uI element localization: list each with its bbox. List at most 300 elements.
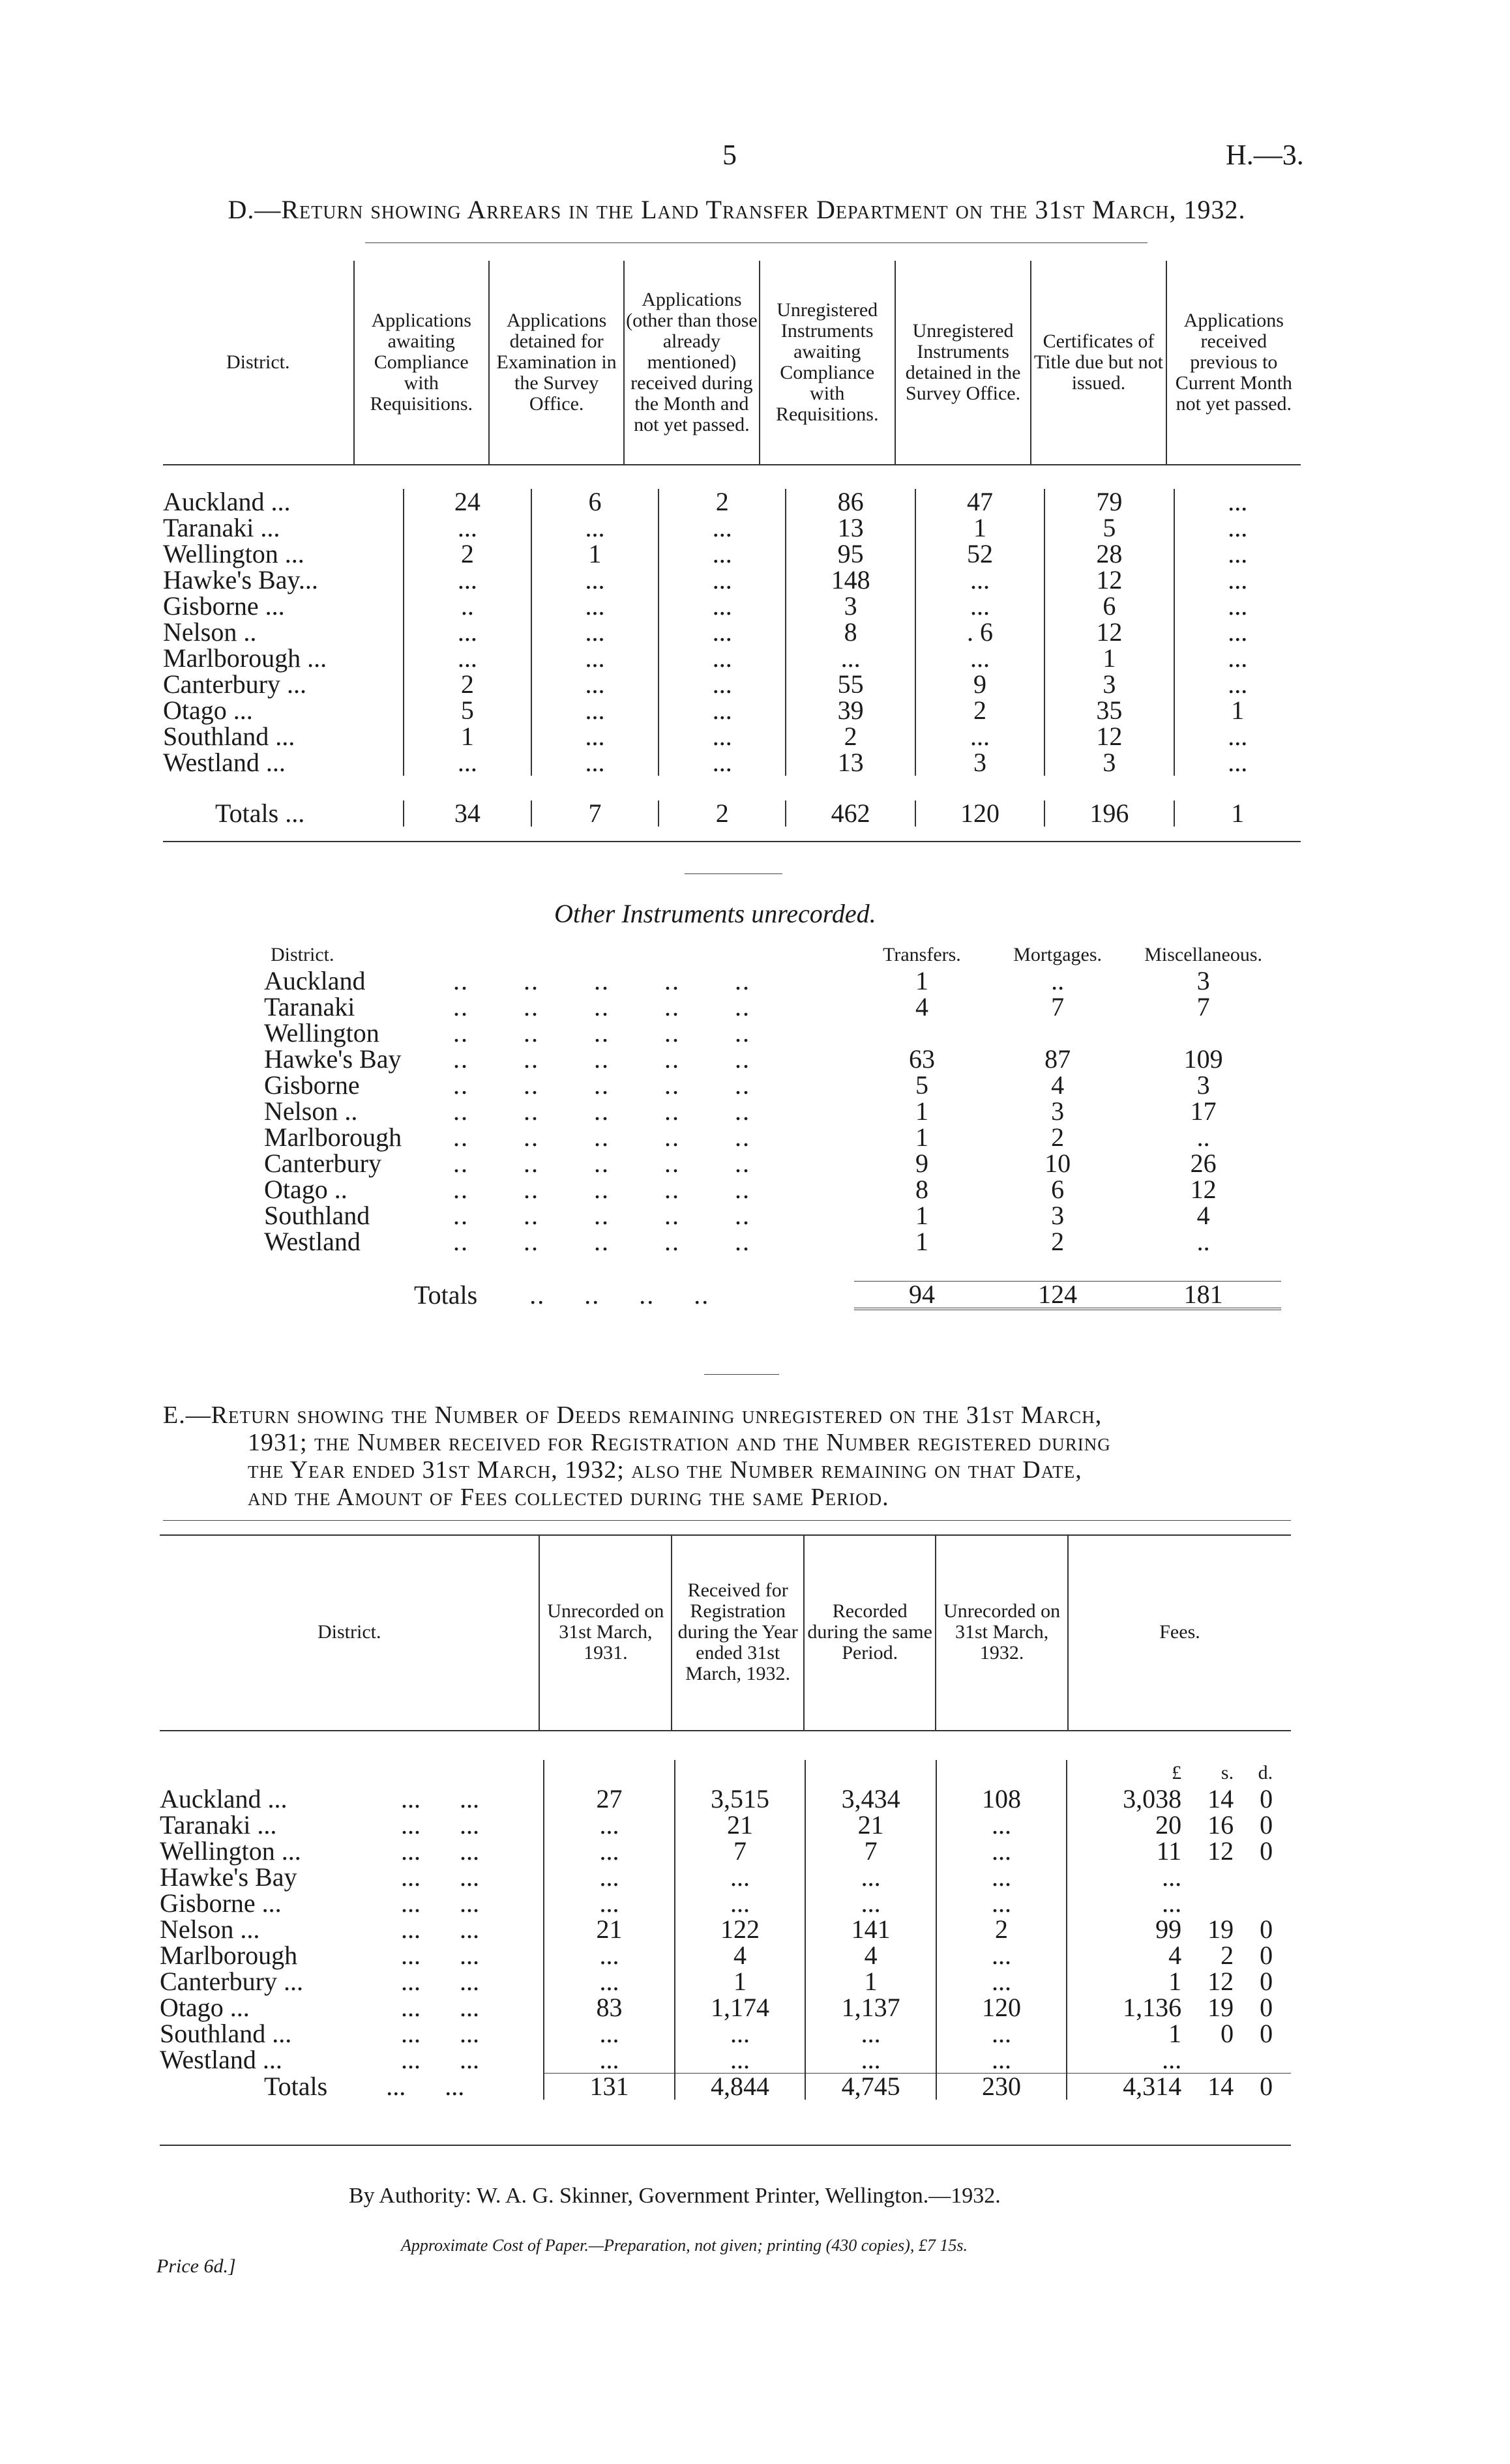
cell-value: 2	[404, 671, 531, 697]
section-d-row	[163, 724, 1301, 750]
cell-value: ...	[531, 750, 659, 776]
e-cell-value: ...	[544, 1838, 674, 1864]
cell-value: ...	[1174, 489, 1301, 515]
oi-cell-value	[990, 1020, 1125, 1046]
cell-value: 12	[1044, 567, 1174, 593]
oi-cell-value: 8	[915, 1175, 928, 1204]
cell-value: 55	[786, 671, 915, 697]
cell-value: 5	[1044, 515, 1174, 541]
cell-value: ...	[659, 671, 786, 697]
cell-value: ...	[786, 645, 915, 671]
col-awaiting-compliance: Applications awaiting Compliance with Requisitions.	[354, 261, 489, 464]
oi-cell-value: 1	[915, 1227, 928, 1256]
oi-cell-value: ..	[1196, 1227, 1210, 1256]
e-district-name: Wellington ...	[160, 1836, 301, 1866]
cell-value: ...	[915, 724, 1044, 750]
e-col-received: Received for Registration during the Year ended 31st March, 1932.	[672, 1534, 804, 1730]
cell-value: 3	[786, 593, 915, 619]
fee-pence: 0	[1260, 1836, 1273, 1866]
section-e-title-line-2: 1931; the Number received for Registration and the Number registered during	[248, 1429, 1111, 1456]
cell-value: . 6	[915, 619, 1044, 645]
total-previous-applications: 1	[1174, 800, 1301, 827]
cell-value: ...	[531, 515, 659, 541]
e-cell-value: ...	[805, 1864, 936, 1890]
cell-value: ...	[659, 697, 786, 724]
cell-value: ...	[1174, 593, 1301, 619]
authority-line: By Authority: W. A. G. Skinner, Government Printer, Wellington.—1932.	[349, 2184, 1001, 2208]
e-cell-value: ...	[675, 1890, 806, 1916]
section-d-table	[163, 261, 1301, 464]
section-e-row: Gisborne ... ... ... ... ... ... ... ...	[160, 1890, 1291, 1916]
e-district-name: Marlborough	[160, 1941, 298, 1970]
section-e-row: Otago ... ... ... 83 1,174 1,137 120 1,136 19 0	[160, 1995, 1291, 2021]
oi-cell-value: 4	[1196, 1201, 1210, 1230]
fee-pounds: 4	[1168, 1941, 1182, 1970]
e-district-name: Gisborne ...	[160, 1888, 282, 1918]
cell-value: 12	[1044, 619, 1174, 645]
cell-value: ...	[404, 567, 531, 593]
oi-cell-value: 3	[1051, 1201, 1065, 1230]
cell-value: ...	[1174, 515, 1301, 541]
cell-value: 2	[659, 489, 786, 515]
cell-value: ...	[659, 750, 786, 776]
oi-row: Canterbury .. .. .. .. .. 9 10 26	[264, 1151, 1281, 1177]
section-e-title-line-3: the Year ended 31st March, 1932; also the Number remaining on that Date,	[248, 1456, 1082, 1484]
oi-cell-value: ..	[1051, 966, 1065, 995]
e-cell-value: 4	[675, 1943, 806, 1969]
cell-value: 52	[915, 541, 1044, 567]
cell-value: ...	[404, 619, 531, 645]
fee-units-row	[160, 1760, 1291, 1786]
cell-value: ...	[915, 567, 1044, 593]
cell-value: 1	[1044, 645, 1174, 671]
cell-value: 148	[786, 567, 915, 593]
cell-value: ...	[659, 645, 786, 671]
fee-unit-shillings: s.	[1221, 1762, 1234, 1783]
oi-cell-value: 7	[1196, 992, 1210, 1021]
fee-pence: 0	[1260, 1914, 1273, 1944]
cell-value: ...	[1174, 567, 1301, 593]
col-certificates-due: Certificates of Title due but not issued.	[1031, 261, 1166, 464]
oi-row: Otago .. .. .. .. .. .. 8 6 12	[264, 1177, 1281, 1203]
totals-label: Totals ...	[215, 799, 305, 828]
total-certificates-due: 196	[1044, 800, 1174, 827]
cell-value: ..	[404, 593, 531, 619]
cell-value: ...	[659, 724, 786, 750]
e-cell-value: 83	[544, 1995, 674, 2021]
fee-unit-pence: d.	[1258, 1762, 1273, 1783]
section-d-totals-row	[163, 800, 1301, 827]
section-d-row	[163, 489, 1301, 515]
e-cell-value: 7	[675, 1838, 806, 1864]
cell-value: ...	[531, 697, 659, 724]
cell-value: ...	[659, 567, 786, 593]
e-total-unrecorded-1932: 230	[936, 2074, 1067, 2100]
district-name: Gisborne ...	[163, 591, 285, 621]
col-unregistered-awaiting: Unregistered Instruments awaiting Compliance with Requisitions.	[760, 261, 895, 464]
cell-value: 2	[915, 697, 1044, 724]
oi-cell-value: 4	[915, 992, 928, 1021]
total-unregistered-detained: 120	[915, 800, 1044, 827]
cell-value: ...	[659, 619, 786, 645]
oi-cell-value: ..	[1196, 1122, 1210, 1152]
section-d-row	[163, 645, 1301, 671]
oi-cell-value: 3	[1051, 1096, 1065, 1126]
oi-col-mortgages: Mortgages.	[1013, 944, 1103, 965]
oi-cell-value: 10	[1044, 1149, 1071, 1178]
oi-district-name: Marlborough	[264, 1122, 402, 1152]
oi-cell-value: 1	[915, 1096, 928, 1126]
oi-cell-value: 1	[915, 1201, 928, 1230]
e-cell-value: 120	[936, 1995, 1067, 2021]
e-total-fee-pence: 0	[1260, 2072, 1273, 2101]
cell-value: 39	[786, 697, 915, 724]
fee-shillings: 12	[1207, 1836, 1234, 1866]
other-instruments-title: Other Instruments unrecorded.	[554, 899, 876, 928]
section-d-row	[163, 697, 1301, 724]
oi-total-mortgages: 124	[990, 1282, 1125, 1310]
e-district-name: Nelson ...	[160, 1914, 260, 1944]
e-cell-value: 108	[936, 1786, 1067, 1812]
oi-totals-label: Totals	[414, 1280, 478, 1310]
section-d-row	[163, 671, 1301, 697]
section-e-header	[160, 1534, 1291, 1730]
oi-cell-value: 4	[1051, 1070, 1065, 1100]
e-cell-value: ...	[936, 1812, 1067, 1838]
section-d-row	[163, 541, 1301, 567]
oi-cell-value	[854, 1020, 990, 1046]
e-cell-value: 141	[805, 1916, 936, 1943]
col-detained-examination: Applications detained for Examination in the Survey Office.	[489, 261, 624, 464]
cell-value: ...	[1174, 724, 1301, 750]
cell-value: ...	[659, 593, 786, 619]
section-e-row: Auckland ... ... ... 27 3,515 3,434 108 3,038 14 0	[160, 1786, 1291, 1812]
oi-district-name: Auckland	[264, 966, 366, 995]
oi-cell-value: 87	[1044, 1044, 1071, 1074]
section-e-title	[163, 1401, 1310, 1511]
district-name: Nelson ..	[163, 617, 257, 647]
oi-cell-value: 17	[1190, 1096, 1217, 1126]
page-number: 5	[722, 139, 737, 171]
cell-value: 47	[915, 489, 1044, 515]
e-cell-value: ...	[805, 2021, 936, 2047]
e-cell-value: 2	[936, 1916, 1067, 1943]
oi-cell-value: 2	[1051, 1122, 1065, 1152]
cell-value: 95	[786, 541, 915, 567]
e-col-unrecorded-1931: Unrecorded on 31st March, 1931.	[539, 1534, 672, 1730]
cell-value: 2	[786, 724, 915, 750]
section-e-row: Canterbury ... ... ... ... 1 1 ... 1 12 0	[160, 1969, 1291, 1995]
e-district-name: Southland ...	[160, 2019, 292, 2048]
oi-cell-value: 2	[1051, 1227, 1065, 1256]
e-cell-value: ...	[544, 2021, 674, 2047]
e-cell-value: ...	[544, 1890, 674, 1916]
district-name: Southland ...	[163, 722, 295, 751]
cell-value: ...	[404, 645, 531, 671]
section-d-row	[163, 619, 1301, 645]
col-district: District.	[226, 351, 290, 373]
oi-district-name: Southland	[264, 1201, 370, 1230]
e-cell-value: ...	[936, 1943, 1067, 1969]
e-total-fee-pounds: 4,314	[1123, 2072, 1182, 2101]
section-d-row	[163, 515, 1301, 541]
fee-pence: 0	[1260, 1784, 1273, 1813]
cell-value: 8	[786, 619, 915, 645]
section-d-header	[163, 261, 1301, 464]
e-col-fees: Fees.	[1068, 1534, 1291, 1730]
e-cell-value: 1	[675, 1969, 806, 1995]
oi-cell-value: 3	[1196, 966, 1210, 995]
section-e-title-line-4: and the Amount of Fees collected during the same Period.	[248, 1484, 889, 1511]
fee-pounds: 3,038	[1123, 1784, 1182, 1813]
cell-value: ...	[1174, 750, 1301, 776]
fee-shillings: 16	[1207, 1810, 1234, 1840]
total-other-applications: 2	[659, 800, 786, 827]
oi-row: Marlborough .. .. .. .. .. 1 2 ..	[264, 1124, 1281, 1151]
cell-value: 86	[786, 489, 915, 515]
section-d-row	[163, 593, 1301, 619]
fee-shillings: 0	[1221, 2019, 1234, 2048]
e-district-name: Otago ...	[160, 1993, 250, 2022]
cell-value: ...	[531, 593, 659, 619]
cell-value: 5	[404, 697, 531, 724]
fee-shillings: 2	[1221, 1941, 1234, 1970]
cell-value: 1	[1174, 697, 1301, 724]
district-name: Auckland ...	[163, 487, 291, 516]
oi-row: Auckland .. .. .. .. .. 1 .. 3	[264, 968, 1281, 994]
e-cell-value: ...	[936, 1969, 1067, 1995]
total-detained-examination: 7	[531, 800, 659, 827]
oi-row: Hawke's Bay .. .. .. .. .. 63 87 109	[264, 1046, 1281, 1072]
e-cell-value: 1,174	[675, 1995, 806, 2021]
cell-value: 2	[404, 541, 531, 567]
section-e-body	[160, 1760, 1291, 2100]
cell-value: 9	[915, 671, 1044, 697]
oi-col-transfers: Transfers.	[883, 944, 961, 965]
e-total-unrecorded-1931: 131	[544, 2074, 674, 2100]
e-cell-value: ...	[936, 1864, 1067, 1890]
e-cell-value: 1,137	[805, 1995, 936, 2021]
oi-district-name: Wellington	[264, 1018, 379, 1048]
e-cell-value: 21	[544, 1916, 674, 1943]
price-label: Price 6d.]	[156, 2255, 236, 2277]
fee-pounds: 1	[1168, 2019, 1182, 2048]
total-unregistered-awaiting: 462	[786, 800, 915, 827]
fee-pounds: 11	[1156, 1836, 1182, 1866]
e-cell-value: ...	[805, 1890, 936, 1916]
e-total-recorded: 4,745	[805, 2074, 936, 2100]
oi-cell-value	[1125, 1020, 1281, 1046]
oi-cell-value: 12	[1190, 1175, 1217, 1204]
col-other-applications: Applications (other than those already mentioned) received during the Month and not yet passed.	[624, 261, 759, 464]
e-cell-value: 3,434	[805, 1786, 936, 1812]
fee-pounds: 99	[1155, 1914, 1182, 1944]
e-cell-value: ...	[544, 1812, 674, 1838]
oi-total-misc: 181	[1125, 1282, 1281, 1310]
cell-value: ...	[915, 593, 1044, 619]
cell-value: 35	[1044, 697, 1174, 724]
oi-col-district: District.	[271, 944, 334, 965]
oi-district-name: Hawke's Bay	[264, 1044, 402, 1074]
cell-value: 12	[1044, 724, 1174, 750]
e-district-name: Canterbury ...	[160, 1967, 303, 1996]
oi-district-name: Otago ..	[264, 1175, 348, 1204]
fee-pounds: ...	[1162, 1888, 1182, 1918]
fee-unit-pounds: £	[1172, 1762, 1182, 1783]
fee-pence: 0	[1260, 1993, 1273, 2022]
e-district-name: Taranaki ...	[160, 1810, 277, 1840]
cell-value: 6	[1044, 593, 1174, 619]
e-cell-value: 3,515	[675, 1786, 806, 1812]
oi-cell-value: 26	[1190, 1149, 1217, 1178]
district-name: Marlborough ...	[163, 643, 327, 673]
e-cell-value: 21	[805, 1812, 936, 1838]
fee-pounds: ...	[1162, 2045, 1182, 2074]
fee-pounds: 20	[1155, 1810, 1182, 1840]
e-cell-value: 4	[805, 1943, 936, 1969]
e-district-name: Westland ...	[160, 2045, 282, 2075]
section-e-row: Westland ... ... ... ... ... ... ... ...	[160, 2047, 1291, 2074]
e-cell-value: 21	[675, 1812, 806, 1838]
cell-value: 1	[404, 724, 531, 750]
e-total-received: 4,844	[675, 2074, 806, 2100]
e-total-fee-shillings: 14	[1207, 2072, 1234, 2101]
cell-value: ...	[531, 619, 659, 645]
other-instruments-header	[264, 942, 1281, 968]
cell-value: ...	[659, 515, 786, 541]
cell-value: ...	[915, 645, 1044, 671]
fee-shillings: 14	[1207, 1784, 1234, 1813]
cell-value: ...	[1174, 541, 1301, 567]
fee-shillings: 12	[1207, 1967, 1234, 1996]
cell-value: ...	[531, 645, 659, 671]
oi-district-name: Gisborne	[264, 1070, 360, 1100]
fee-pence: 0	[1260, 1941, 1273, 1970]
cell-value: 3	[1044, 750, 1174, 776]
district-name: Taranaki ...	[163, 513, 280, 542]
fee-pence: 0	[1260, 1967, 1273, 1996]
cell-value: ...	[1174, 645, 1301, 671]
e-cell-value: ...	[544, 1864, 674, 1890]
cost-line: Approximate Cost of Paper.—Preparation, not given; printing (430 copies), £7 15s.	[401, 2236, 968, 2255]
oi-district-name: Nelson ..	[264, 1096, 358, 1126]
oi-total-transfers: 94	[854, 1282, 990, 1310]
oi-row: Gisborne .. .. .. .. .. 5 4 3	[264, 1072, 1281, 1098]
oi-col-misc: Miscellaneous.	[1144, 944, 1263, 965]
section-d-body	[163, 489, 1301, 827]
fee-shillings: 19	[1207, 1993, 1234, 2022]
e-cell-value: ...	[675, 2021, 806, 2047]
cell-value: ...	[1174, 671, 1301, 697]
col-previous-applications: Applications received previous to Current Month not yet passed.	[1166, 261, 1301, 464]
e-district-name: Hawke's Bay	[160, 1862, 297, 1892]
oi-totals-row: Totals .. .. .. .. 94 124 181	[264, 1282, 1281, 1310]
cell-value: 13	[786, 750, 915, 776]
e-cell-value: ...	[675, 1864, 806, 1890]
col-unregistered-detained: Unregistered Instruments detained in the Survey Office.	[895, 261, 1031, 464]
oi-cell-value: 9	[915, 1149, 928, 1178]
cell-value: ...	[404, 515, 531, 541]
e-cell-value: ...	[544, 2047, 674, 2074]
e-cell-value: 27	[544, 1786, 674, 1812]
oi-row: Westland .. .. .. .. .. 1 2 ..	[264, 1229, 1281, 1255]
cell-value: ...	[659, 541, 786, 567]
district-name: Wellington ...	[163, 539, 304, 568]
oi-row: Southland .. .. .. .. .. 1 3 4	[264, 1203, 1281, 1229]
e-cell-value: ...	[675, 2047, 806, 2074]
district-name: Westland ...	[163, 748, 286, 777]
fee-pence: 0	[1260, 1810, 1273, 1840]
document-reference: H.—3.	[1226, 139, 1304, 171]
section-e-row: Nelson ... ... ... 21 122 141 2 99 19 0	[160, 1916, 1291, 1943]
oi-row: Taranaki .. .. .. .. .. 4 7 7	[264, 994, 1281, 1020]
oi-cell-value: 109	[1183, 1044, 1223, 1074]
fee-pounds: 1	[1168, 1967, 1182, 1996]
oi-district-name: Taranaki	[264, 992, 355, 1021]
e-col-recorded: Recorded during the same Period.	[804, 1534, 936, 1730]
fee-pence: 0	[1260, 2019, 1273, 2048]
e-cell-value: 122	[675, 1916, 806, 1943]
e-cell-value: ...	[936, 1838, 1067, 1864]
e-totals-label: Totals ... ...	[264, 2071, 465, 2101]
section-e-title-line-1: E.—Return showing the Number of Deeds remaining unregistered on the 31st March,	[163, 1401, 1103, 1429]
e-district-name: Auckland ...	[160, 1784, 288, 1813]
cell-value: ...	[1174, 619, 1301, 645]
e-cell-value: 1	[805, 1969, 936, 1995]
e-cell-value: 7	[805, 1838, 936, 1864]
e-cell-value: ...	[805, 2047, 936, 2074]
cell-value: 79	[1044, 489, 1174, 515]
oi-cell-value: 1	[915, 966, 928, 995]
fee-shillings: 19	[1207, 1914, 1234, 1944]
district-name: Hawke's Bay...	[163, 565, 318, 594]
cell-value: 3	[1044, 671, 1174, 697]
section-e-row: Hawke's Bay ... ... ... ... ... ... ...	[160, 1864, 1291, 1890]
fee-pounds: 1,136	[1123, 1993, 1182, 2022]
oi-district-name: Canterbury	[264, 1149, 381, 1178]
oi-cell-value: 1	[915, 1122, 928, 1152]
section-e-row: Southland ... ... ... ... ... ... ... 1 0 0	[160, 2021, 1291, 2047]
oi-cell-value: 7	[1051, 992, 1065, 1021]
oi-cell-value: 3	[1196, 1070, 1210, 1100]
cell-value: ...	[531, 724, 659, 750]
e-cell-value: ...	[544, 1943, 674, 1969]
cell-value: 1	[915, 515, 1044, 541]
e-cell-value: ...	[936, 1890, 1067, 1916]
section-d-row	[163, 567, 1301, 593]
section-e-totals-row	[160, 2074, 1291, 2100]
section-d-title: D.—Return showing Arrears in the Land Transfer Department on the 31st March, 1932.	[228, 195, 1246, 224]
e-cell-value: ...	[936, 2047, 1067, 2074]
district-name: Otago ...	[163, 696, 253, 725]
cell-value: 3	[915, 750, 1044, 776]
section-e-row: Taranaki ... ... ... ... 21 21 ... 20 16 0	[160, 1812, 1291, 1838]
section-e-row: Wellington ... ... ... ... 7 7 ... 11 12 0	[160, 1838, 1291, 1864]
oi-cell-value: 5	[915, 1070, 928, 1100]
oi-cell-value: 6	[1051, 1175, 1065, 1204]
oi-cell-value: 63	[908, 1044, 935, 1074]
cell-value: 24	[404, 489, 531, 515]
district-name: Canterbury ...	[163, 669, 306, 699]
e-col-district: District.	[317, 1621, 381, 1643]
section-d-row	[163, 750, 1301, 776]
oi-district-name: Westland	[264, 1227, 361, 1256]
oi-row: Wellington .. .. .. .. ..	[264, 1020, 1281, 1046]
e-col-unrecorded-1932: Unrecorded on 31st March, 1932.	[936, 1534, 1068, 1730]
cell-value: 1	[531, 541, 659, 567]
cell-value: 6	[531, 489, 659, 515]
other-instruments-table	[264, 942, 1281, 1310]
